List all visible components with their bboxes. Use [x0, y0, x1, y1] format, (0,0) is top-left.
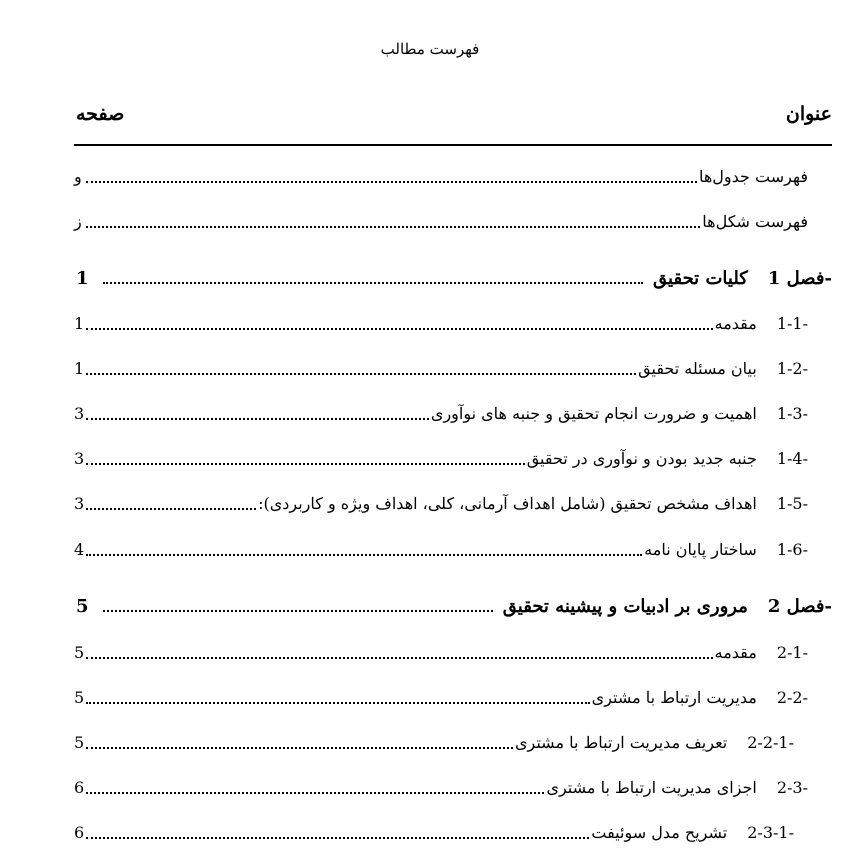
toc-entry[interactable] — [74, 307, 808, 335]
page-number: و — [74, 167, 82, 186]
page-number: 5 — [74, 643, 85, 662]
toc-entry[interactable] — [74, 816, 808, 844]
dot-leader — [103, 282, 643, 284]
page-number: 1 — [74, 314, 85, 333]
page-number: 4 — [74, 540, 85, 559]
toc-entry[interactable] — [74, 681, 808, 709]
toc-entry[interactable] — [74, 442, 808, 470]
entry-label: 2-2-مدیریت ارتباط با مشتری — [591, 688, 808, 707]
entry-label: 1-6-ساختار پایان نامه — [644, 540, 808, 559]
dot-leader — [86, 747, 513, 749]
dot-leader — [86, 508, 256, 510]
dot-leader — [86, 792, 544, 794]
entry-label: 2-3-1-تشریح مدل سوئیفت — [591, 823, 794, 842]
dot-leader — [86, 837, 589, 839]
entry-label: 2-2-1-تعریف مدیریت ارتباط با مشتری — [514, 733, 794, 752]
page-number: 5 — [74, 733, 85, 752]
dot-leader — [86, 418, 429, 420]
toc-entry[interactable] — [74, 352, 808, 380]
entry-label: 1-2-بیان مسئله تحقیق — [638, 359, 808, 378]
page-number: 3 — [74, 449, 85, 468]
dot-leader — [103, 610, 493, 612]
page-number: 6 — [74, 778, 85, 797]
page-number: ز — [74, 212, 82, 231]
dot-leader — [86, 226, 700, 228]
toc-chapter-entry[interactable] — [74, 262, 832, 290]
page-number: 1 — [76, 268, 89, 289]
dot-leader — [86, 657, 712, 659]
entry-label: 1-3-اهمیت و ضرورت انجام تحقیق و جنبه های نوآوری — [430, 404, 808, 423]
toc-entry[interactable] — [74, 160, 808, 188]
toc-entry[interactable] — [74, 771, 808, 799]
dot-leader — [86, 181, 697, 183]
entry-label: 1-1-مقدمه — [714, 314, 808, 333]
dot-leader — [86, 373, 636, 375]
dot-leader — [86, 554, 642, 556]
page-number: 6 — [74, 823, 85, 842]
entry-label: 2-3-اجزای مدیریت ارتباط با مشتری — [546, 778, 808, 797]
page-number: 3 — [74, 494, 85, 513]
dot-leader — [86, 463, 525, 465]
page-number: 5 — [74, 688, 85, 707]
entry-label: فهرست جدول‌ها — [698, 167, 808, 186]
entry-label: 1-4-جنبه جدید بودن و نوآوری در تحقیق — [526, 449, 808, 468]
page-number: 3 — [74, 404, 85, 423]
toc-entry[interactable] — [74, 533, 808, 561]
title-column-header: عنوان — [785, 103, 832, 125]
entry-label: فهرست شکل‌ها — [702, 212, 808, 231]
page-number: 5 — [76, 596, 89, 617]
toc-chapter-entry[interactable] — [74, 590, 832, 618]
entry-label: 1-5-اهداف مشخص تحقیق (شامل اهداف آرمانی، کلی، اهداف ویژه و کاربردی): — [258, 494, 808, 513]
toc-entry[interactable] — [74, 487, 808, 515]
header-divider — [74, 144, 832, 146]
page-title: فهرست مطالب — [380, 40, 480, 58]
dot-leader — [86, 328, 712, 330]
dot-leader — [86, 702, 589, 704]
entry-label: فصل 1-کلیات تحقیق — [653, 268, 832, 289]
entry-label: 2-1-مقدمه — [714, 643, 808, 662]
toc-entry[interactable] — [74, 726, 808, 754]
page-column-header: صفحه — [76, 103, 125, 125]
toc-entry[interactable] — [74, 636, 808, 664]
page-number: 1 — [74, 359, 85, 378]
entry-label: فصل 2-مروری بر ادبیات و پیشینه تحقیق — [502, 596, 832, 617]
toc-entry[interactable] — [74, 397, 808, 425]
toc-entry[interactable] — [74, 205, 808, 233]
